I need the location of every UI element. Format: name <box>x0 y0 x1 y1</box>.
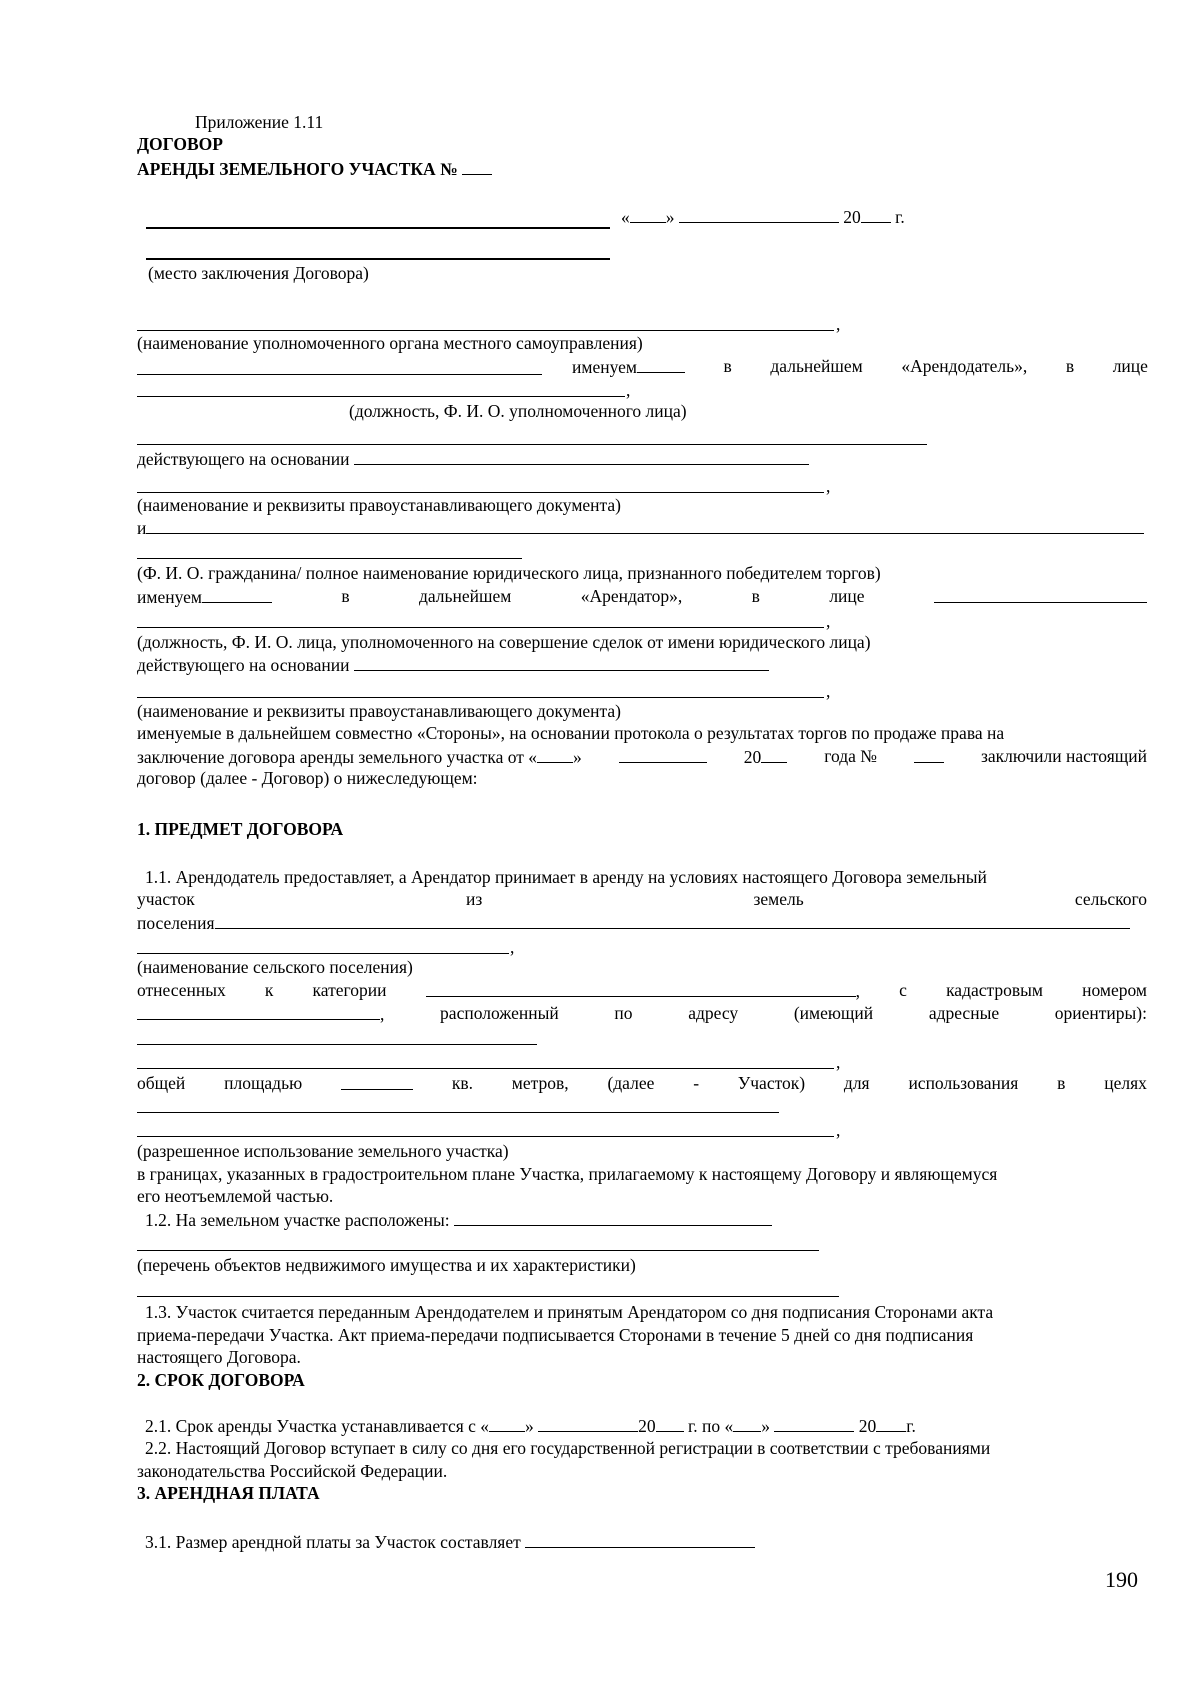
lessee-named-line: именуем в дальнейшем «Арендатор», в лице <box>137 585 1147 608</box>
doc1-caption: (наименование и реквизиты правоустанавливающего документа) <box>137 495 621 515</box>
p12-line: 1.2. На земельном участке расположены: <box>145 1208 1147 1231</box>
organ-caption: (наименование уполномоченного органа местного самоуправления) <box>137 333 643 353</box>
winner-caption: (Ф. И. О. гражданина/ полное наименование юридического лица, признанного победителем торгов) <box>137 563 881 583</box>
p31-line: 3.1. Размер арендной платы за Участок составляет <box>145 1530 1147 1553</box>
address-line: , расположенный по адресу (имеющий адресные ориентиры): <box>137 1002 1147 1025</box>
document-title: ДОГОВОР <box>137 134 223 154</box>
p13-line-2: приема-передачи Участка. Акт приема-передачи подписывается Сторонами в течение 5 дней со дня подписания <box>137 1325 974 1345</box>
acting-basis-1: действующего на основании <box>137 447 1147 470</box>
p22-line-2: законодательства Российской Федерации. <box>137 1461 448 1481</box>
page-number: 190 <box>1105 1567 1138 1592</box>
organ-line <box>137 330 834 331</box>
place-line-1 <box>146 227 610 229</box>
lessor-named-line: именуем в дальнейшем «Арендодатель», в лице <box>572 356 1148 377</box>
section-3-title: 3. АРЕНДНАЯ ПЛАТА <box>137 1483 320 1503</box>
winner-line <box>137 558 522 559</box>
date-line: « » 20 г. <box>621 207 905 227</box>
settlement-caption: (наименование сельского поселения) <box>137 957 413 977</box>
address-value-line-2 <box>137 1068 834 1069</box>
doc2-line <box>137 697 824 698</box>
intro-line-3: договор (далее - Договор) о нижеследующем: <box>137 768 478 788</box>
section-1-title: 1. ПРЕДМЕТ ДОГОВОРА <box>137 819 344 839</box>
official-caption: (должность, Ф. И. О. уполномоченного лица) <box>349 401 687 421</box>
p21-line: 2.1. Срок аренды Участка устанавливается с « » 20 г. по « » 20 г. <box>145 1416 916 1436</box>
and-line: и <box>137 516 1147 539</box>
p13-line-1: 1.3. Участок считается переданным Арендодателем и принятым Арендатором со дня подписания Сторонами акта <box>145 1302 994 1322</box>
use-line-2 <box>137 1136 834 1137</box>
objects-caption: (перечень объектов недвижимого имущества и их характеристики) <box>137 1255 636 1275</box>
rep-line <box>137 627 824 628</box>
rep-caption: (должность, Ф. И. О. лица, уполномоченного на совершение сделок от имени юридического лица) <box>137 632 871 652</box>
p11-line-2: участок из земель сельского <box>137 889 1147 909</box>
settlement-line <box>137 953 509 954</box>
appendix-label: Приложение 1.11 <box>195 112 324 132</box>
acting-line-top <box>137 444 927 445</box>
use-line-1 <box>137 1112 779 1113</box>
p11-line-1: 1.1. Арендодатель предоставляет, а Арендатор принимает в аренду на условиях настоящего Договора земельный <box>145 867 987 887</box>
document-subtitle: АРЕНДЫ ЗЕМЕЛЬНОГО УЧАСТКА № <box>137 157 1147 180</box>
official-line <box>137 396 625 397</box>
place-line-2 <box>146 258 610 260</box>
area-line: общей площадью кв. метров, (далее - Участок) для использования в целях <box>137 1073 1147 1093</box>
bounds-line-1: в границах, указанных в градостроительном плане Участка, прилагаемому к настоящему Договору и являющемуся <box>137 1164 998 1184</box>
p11-line-3: поселения <box>137 911 1147 934</box>
document-page: Приложение 1.11 ДОГОВОР АРЕНДЫ ЗЕМЕЛЬНОГО УЧАСТКА № « » 20 г. (место заключения Договора) , (наименование уполномоченного органа местного самоуправления) именуем в дальнейшем «Арендодатель», в лице , (должность, Ф. И. О. уполномоченного лица) действующего на основании , (наименование и реквизиты правоустанавливающего документа) и (Ф. И. О. гражданина/ полное наименование юридического лица, признанного победителем торгов) именуем в дальнейшем «Арендатор», в лице , (должность, Ф. И. О. лица, уполномоченного на совершение сделок от имени юридического лица) действующего на основании , (наименование и реквизиты правоустанавливающего документа) именуемые в дальнейшем совместно «Стороны», на основании протокола о результатах торгов по продаже права на заключение договора аренды земельного участка от « » 20 года № заключили настоящий договор (далее - Договор) о нижеследующем: 1. ПРЕДМЕТ ДОГОВОРА 1.1. Арендодатель предоставляет, а Арендатор принимает в аренду на условиях настоящего Договора земельный участок из земель сельского поселения , (наименование сельского поселения) отнесенных к категории , с кадастровым номером , расположенный по адресу (имеющий адресные ориентиры): , общей площадью кв. метров, (далее - Участок) для использования в целях , (разрешенное использование земельного участка) в границах, указанных в градостроительном плане Участка, прилагаемому к настоящему Договору и являющемуся его неотъемлемой частью. 1.2. На земельном участке расположены: (перечень объектов недвижимого имущества и их характеристики) 1.3. Участок считается переданным Арендодателем и принятым Арендатором со дня подписания Сторонами акта приема-передачи Участка. Акт приема-передачи подписывается Сторонами в течение 5 дней со дня подписания настоящего Договора. 2. СРОК ДОГОВОРА 2.1. Срок аренды Участка устанавливается с « » 20 г. по « » 20 г. 2.2. Настоящий Договор вступает в силу со дня его государственной регистрации в соответствии с требованиями законодательства Российской Федерации. 3. АРЕНДНАЯ ПЛАТА 3.1. Размер арендной платы за Участок составляет 190 <box>0 0 1200 1697</box>
doc1-line <box>137 492 824 493</box>
category-line: отнесенных к категории , с кадастровым номером <box>137 980 1147 1001</box>
place-caption: (место заключения Договора) <box>148 263 369 283</box>
objects-line-2 <box>137 1296 839 1297</box>
address-value-line <box>137 1044 537 1045</box>
bounds-line-2: его неотъемлемой частью. <box>137 1186 334 1206</box>
organ-line-2 <box>137 374 542 375</box>
section-2-title: 2. СРОК ДОГОВОРА <box>137 1370 305 1390</box>
doc2-caption: (наименование и реквизиты правоустанавливающего документа) <box>137 701 621 721</box>
objects-line <box>137 1250 819 1251</box>
p22-line-1: 2.2. Настоящий Договор вступает в силу со дня его государственной регистрации в соответствии с требованиями <box>145 1438 991 1458</box>
intro-line-2: заключение договора аренды земельного участка от « » 20 года № заключили настоящий <box>137 746 1147 767</box>
acting-basis-2: действующего на основании <box>137 653 1147 676</box>
use-caption: (разрешенное использование земельного участка) <box>137 1141 509 1161</box>
intro-line-1: именуемые в дальнейшем совместно «Стороны», на основании протокола о результатах торгов по продаже права на <box>137 723 1005 743</box>
p13-line-3: настоящего Договора. <box>137 1347 301 1367</box>
